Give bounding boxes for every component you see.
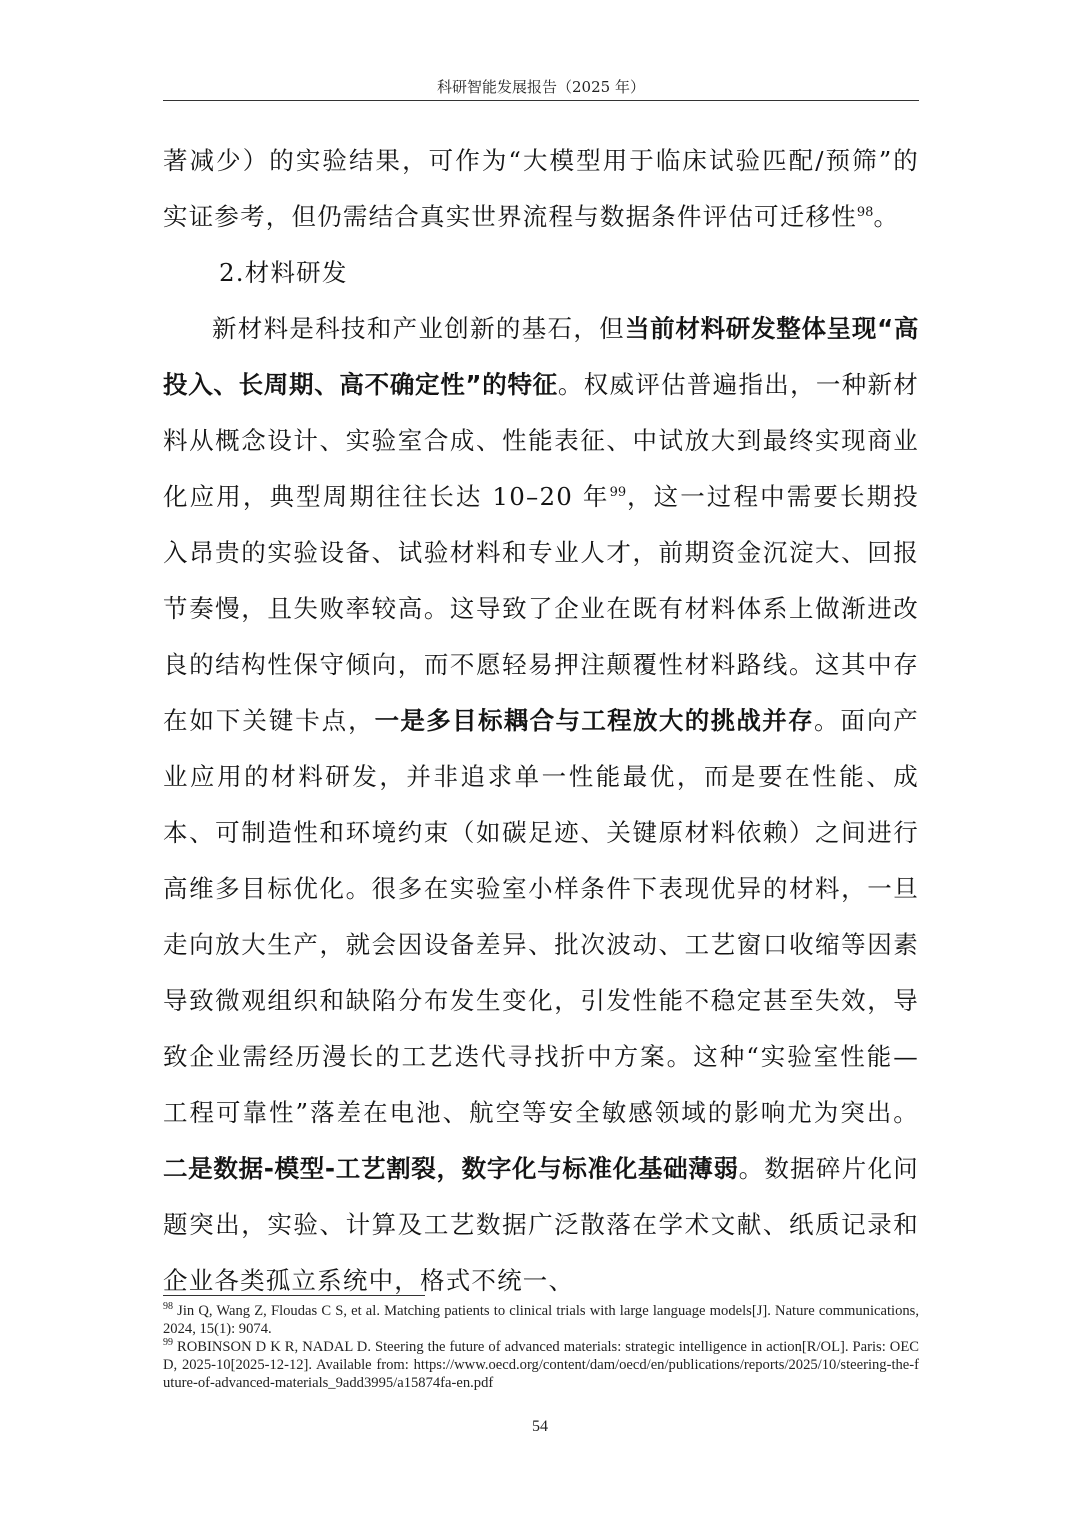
continuation-paragraph	[163, 133, 919, 245]
p1-bold-point-one: 一是多目标耦合与工程放大的挑战并存	[374, 706, 814, 735]
continuation-text: 著减少）的实验结果，可作为“大模型用于临床试验匹配/预筛”的实证参考，但仍需结合真实世界流程与数据条件评估可迁移性	[163, 146, 919, 231]
page-number: 54	[532, 1418, 548, 1435]
section-heading: 2.材料研发	[219, 258, 348, 287]
footnote-98	[163, 1302, 919, 1338]
header-divider	[163, 100, 919, 101]
footnote-text: Jin Q, Wang Z, Floudas C S, et al. Matching patients to clinical trials with large language models[J]. Nature communications, 2024, 15(1): 9074.	[163, 1303, 919, 1337]
p1-segment-1: 新材料是科技和产业创新的基石，但	[212, 314, 625, 343]
p1-segment-3: ，这一过程中需要长期投入昂贵的实验设备、试验材料和专业人才，前期资金沉淀大、回报节奏慢，且失败率较高。这导致了企业在既有材料体系上做渐进改良的结构性保守倾向，而不愿轻易押注颠覆性材料路线。这其中存在如下关键卡点，	[163, 482, 919, 735]
materials-paragraph	[163, 301, 919, 1309]
footnote-ref-99[interactable]: 99	[609, 484, 627, 500]
p1-segment-5: 。数据碎片化问题突出，实验、计算及工艺数据广泛散落在学术文献、纸质记录和企业各类孤立系统中，格式不统一、	[163, 1154, 919, 1295]
footnote-99	[163, 1338, 919, 1392]
continuation-end: 。	[873, 202, 900, 231]
p1-bold-claim: 当前材料研发整体呈现“高投入、长周期、高不确定性”的特征	[163, 314, 919, 399]
footnote-number: 99	[163, 1337, 173, 1349]
footnote-text: ROBINSON D K R, NADAL D. Steering the future of advanced materials: strategic intelligence in action[R/OL]. Paris: OECD, 2025-10[2025-12-12]. Available from: https://www.oecd.org/content/dam/oecd/en/publications/reports/2025/10/steering-the-future-of-advanced-materials_9add3995/a15874fa-en.pdf	[163, 1339, 919, 1391]
footnote-divider	[163, 1295, 425, 1296]
main-text	[163, 133, 919, 1309]
footnote-ref-98[interactable]: 98	[856, 204, 874, 220]
running-header: 科研智能发展报告（2025 年）	[437, 78, 645, 96]
footnotes	[163, 1302, 919, 1392]
footnote-number: 98	[163, 1301, 173, 1313]
p1-segment-2: 。权威评估普遍指出，一种新材料从概念设计、实验室合成、性能表征、中试放大到最终实现商业化应用，典型周期往往长达 10–20 年	[163, 370, 919, 511]
p1-segment-4: 。面向产业应用的材料研发，并非追求单一性能最优，而是要在性能、成本、可制造性和环境约束（如碳足迹、关键原材料依赖）之间进行高维多目标优化。很多在实验室小样条件下表现优异的材料，一旦走向放大生产，就会因设备差异、批次波动、工艺窗口收缩等因素导致微观组织和缺陷分布发生变化，引发性能不稳定甚至失效，导致企业需经历漫长的工艺迭代寻找折中方案。这种“实验室性能—工程可靠性”落差在电池、航空等安全敏感领域的影响尤为突出。	[163, 706, 919, 1127]
p1-bold-point-two: 二是数据-模型-工艺割裂，数字化与标准化基础薄弱	[163, 1154, 739, 1183]
